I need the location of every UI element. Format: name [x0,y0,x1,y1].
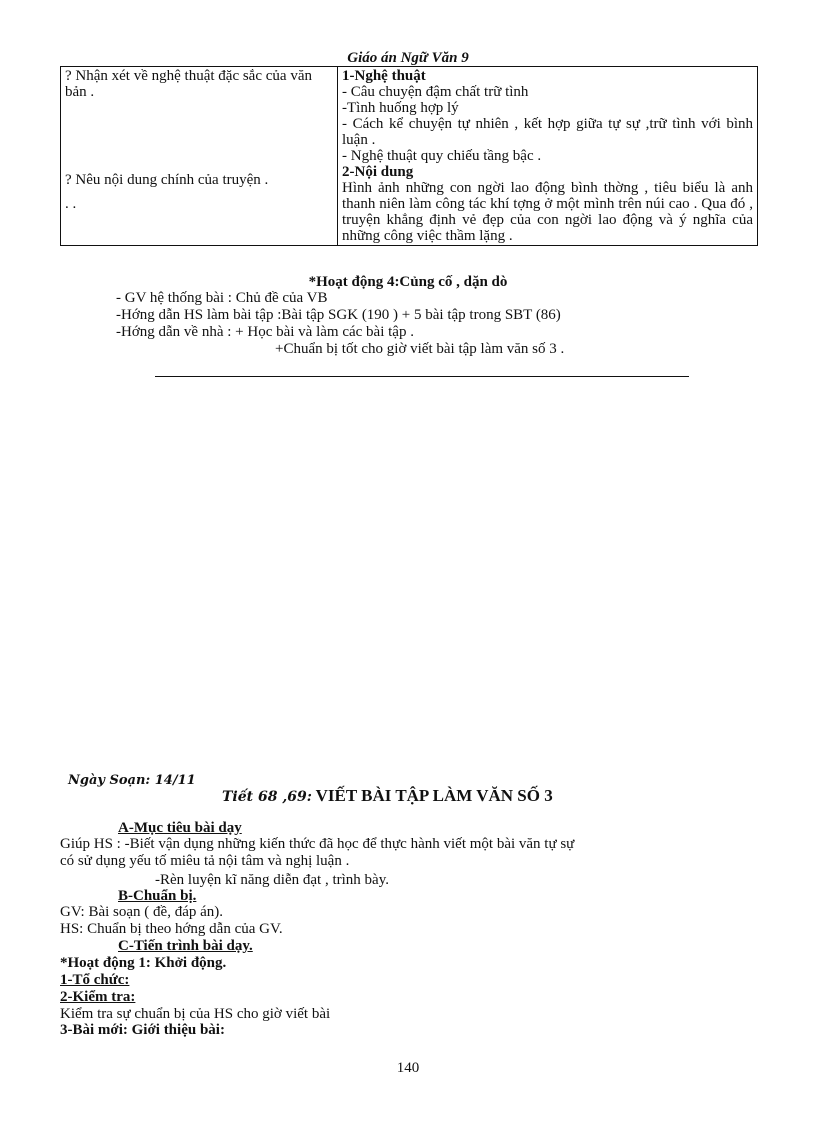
goal-line: -Rèn luyện kĩ năng diễn đạt , trình bày. [155,872,389,888]
lesson-table [60,66,758,246]
lesson-date: Ngày Soạn: 14/11 [68,773,196,788]
section-c: C-Tiến trình bài dạy. [118,938,253,954]
activity4-title: *Hoạt động 4:Củng cố , dặn dò [308,274,508,290]
dots: . . [65,196,77,212]
activity4-line: -Hớng dẫn về nhà : + Học bài và làm các bài tập . [116,324,414,340]
lesson-period: Tiết 68 ,69: [222,789,312,805]
goal-line: Giúp HS : -Biết vận dụng những kiến thức đã học để thực hành viết một bài văn tự sự [60,836,575,852]
art-item: - Cách kể chuyện tự nhiên , kết hợp giữa tự sự ,trữ tình với bình luận . [342,116,753,148]
heading-content: 2-Nội dung [342,164,414,180]
activity4-line: -Hớng dẫn HS làm bài tập :Bài tập SGK (190 ) + 5 bài tập trong SBT (86) [116,307,561,323]
art-item: - Nghệ thuật quy chiếu tầng bậc . [342,148,542,164]
prep-gv: GV: Bài soạn ( đề, đáp án). [60,904,224,920]
step-check: 2-Kiểm tra: [60,989,136,1005]
art-item: - Câu chuyện đậm chất trữ tình [342,84,529,100]
question-content: ? Nêu nội dung chính của truyện . [65,172,269,188]
answers-column [338,67,758,246]
step-new: 3-Bài mới: Giới thiệu bài: [60,1022,225,1038]
lesson-title-line [222,788,553,805]
content-text: Hình ảnh những con ngời lao động bình thờng , tiêu biểu là anh thanh niên làm công tác khí tợng ở một mình trên núi cao . Qua đó , truyện khẳng định vẻ đẹp của con ngời lao động và ý nghĩa của những công việc thầm lặng . [342,180,753,244]
check-text: Kiểm tra sự chuẩn bị của HS cho giờ viết bài [60,1006,331,1022]
activity4-line: +Chuẩn bị tốt cho giờ viết bài tập làm văn số 3 . [275,341,565,357]
goal-line: có sử dụng yếu tố miêu tả nội tâm và nghị luận . [60,853,350,869]
page-number: 140 [396,1060,420,1076]
section-a: A-Mục tiêu bài dạy [118,820,242,836]
step-organize: 1-Tổ chức: [60,972,130,988]
prep-hs: HS: Chuẩn bị theo hớng dẫn của GV. [60,921,283,937]
divider [155,376,689,377]
art-item: -Tình huống hợp lý [342,100,459,116]
page-header: Giáo án Ngữ Văn 9 [347,50,469,66]
section-b: B-Chuẩn bị. [118,888,197,904]
activity4-line: - GV hệ thống bài : Chủ đề của VB [116,290,328,306]
question-art: ? Nhận xét về nghệ thuật đặc sắc của văn bản . [65,68,312,100]
activity1: *Hoạt động 1: Khởi động. [60,955,227,971]
questions-column [61,67,338,246]
lesson-title: VIẾT BÀI TẬP LÀM VĂN SỐ 3 [315,786,553,805]
heading-art: 1-Nghệ thuật [342,68,426,84]
